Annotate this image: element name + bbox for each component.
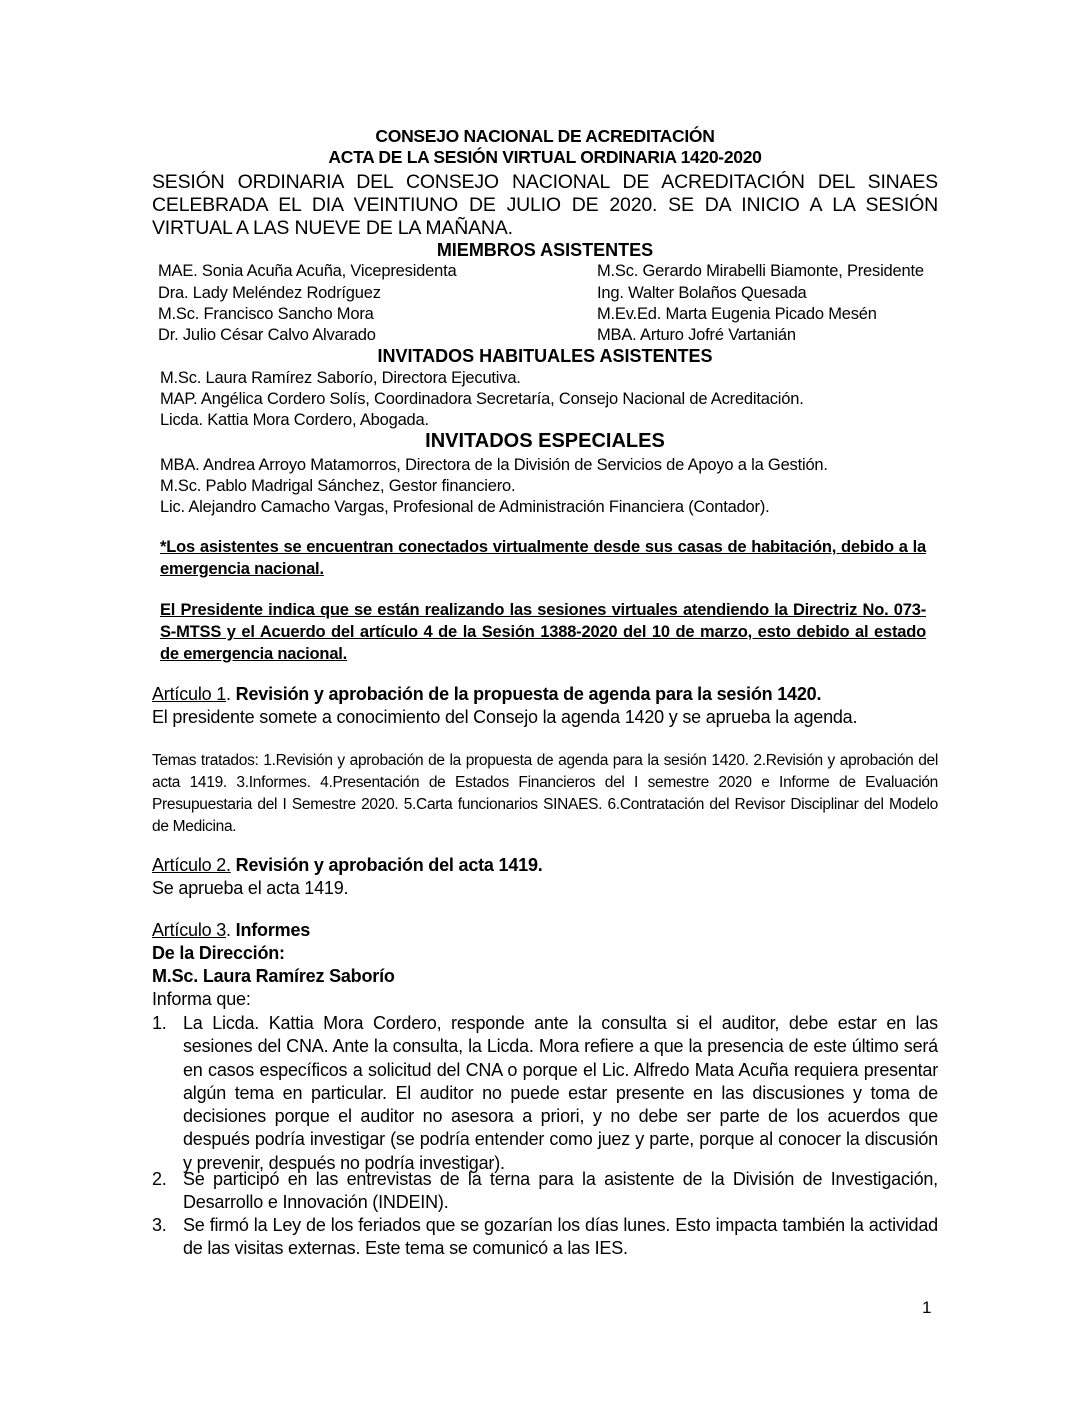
informe-item-number: 2. <box>152 1169 167 1189</box>
document-subtitle: ACTA DE LA SESIÓN VIRTUAL ORDINARIA 1420-2020 <box>328 147 762 167</box>
member-right: M.Sc. Gerardo Mirabelli Biamonte, Presidente <box>597 262 924 280</box>
section-title-especiales: INVITADOS ESPECIALES <box>425 430 665 452</box>
note-virtual-attendance <box>160 536 926 580</box>
articulo-2-heading <box>152 855 543 876</box>
intro-line-3: VIRTUAL A LAS NUEVE DE LA MAÑANA. <box>152 217 513 239</box>
articulo-2-body: Se aprueba el acta 1419. <box>152 878 349 898</box>
member-right: M.Ev.Ed. Marta Eugenia Picado Mesén <box>597 305 877 323</box>
guest-especial: Lic. Alejandro Camacho Vargas, Profesional de Administración Financiera (Contador). <box>160 498 770 516</box>
member-left: M.Sc. Francisco Sancho Mora <box>158 305 374 323</box>
articulo-3-label: Artículo 3 <box>152 920 227 940</box>
informe-item <box>152 1012 938 1175</box>
member-right: MBA. Arturo Jofré Vartanián <box>597 326 796 344</box>
informe-item-text: Se firmó la Ley de los feriados que se gozarían los días lunes. Esto impacta también la actividad de las visitas externas. Este tema se comunicó a las IES. <box>183 1215 938 1259</box>
guest-habitual: Licda. Kattia Mora Cordero, Abogada. <box>160 411 429 429</box>
articulo-3-sep: . <box>226 920 236 940</box>
informe-item <box>152 1168 938 1215</box>
articulo-1-sep: . <box>226 684 236 704</box>
intro-line-2: CELEBRADA EL DIA VEINTIUNO DE JULIO DE 2020. SE DA INICIO A LA SESIÓN <box>152 194 938 216</box>
articulo-1-label: Artículo 1 <box>152 684 227 704</box>
articulo-1-title: Revisión y aprobación de la propuesta de agenda para la sesión 1420. <box>235 684 822 704</box>
informe-item-number: 1. <box>152 1013 167 1033</box>
articulo-3-heading <box>152 920 310 941</box>
articulo-3-title: Informes <box>235 920 311 940</box>
articulo-3-intro: Informa que: <box>152 989 251 1009</box>
articulo-1-heading <box>152 684 821 705</box>
member-left: MAE. Sonia Acuña Acuña, Vicepresidenta <box>158 262 457 280</box>
informe-item-number: 3. <box>152 1215 167 1235</box>
temas-text: 1.Revisión y aprobación de la propuesta de agenda para la sesión 1420. 2.Revisión y aprobación del acta 1419. 3.Informes. 4.Presentación de Estados Financieros del I semestre 2020 e Informe de Evaluación Presupuestaria del I Semestre 2020. 5.Carta funcionarios SINAES. 6.Contratación del Revisor Disciplinar del Modelo de Medicina. <box>152 752 939 835</box>
informe-item-text: Se participó en las entrevistas de la terna para la asistente de la División de Investigación, Desarrollo e Innovación (INDEIN). <box>183 1169 938 1213</box>
articulo-1-body: El presidente somete a conocimiento del Consejo la agenda 1420 y se aprueba la agenda. <box>152 707 858 727</box>
articulo-3-subheading: De la Dirección: <box>152 943 285 963</box>
informe-item <box>152 1214 938 1261</box>
temas-tratados <box>152 750 938 838</box>
page-number: 1 <box>922 1298 932 1317</box>
section-title-miembros: MIEMBROS ASISTENTES <box>436 240 654 260</box>
articulo-2-title: Revisión y aprobación del acta 1419. <box>230 855 543 875</box>
guest-especial: M.Sc. Pablo Madrigal Sánchez, Gestor financiero. <box>160 477 516 495</box>
section-title-habituales: INVITADOS HABITUALES ASISTENTES <box>377 346 713 366</box>
guest-habitual: M.Sc. Laura Ramírez Saborío, Directora Ejecutiva. <box>160 369 521 387</box>
note-virtual-attendance-text: *Los asistentes se encuentran conectados virtualmente desde sus casas de habitación, debido a la emergencia nacional <box>160 538 926 578</box>
temas-label: Temas tratados: <box>152 752 264 769</box>
articulo-2-label: Artículo 2. <box>152 855 231 875</box>
member-left: Dr. Julio César Calvo Alvarado <box>158 326 376 344</box>
document-title: CONSEJO NACIONAL DE ACREDITACIÓN <box>375 126 715 146</box>
note-period: . <box>319 560 324 578</box>
member-left: Dra. Lady Meléndez Rodríguez <box>158 284 381 302</box>
intro-line-1: SESIÓN ORDINARIA DEL CONSEJO NACIONAL DE ACREDITACIÓN DEL SINAES <box>152 171 938 193</box>
guest-habitual: MAP. Angélica Cordero Solís, Coordinadora Secretaría, Consejo Nacional de Acreditación. <box>160 390 804 408</box>
guest-especial: MBA. Andrea Arroyo Matamorros, Directora de la División de Servicios de Apoyo a la Gestión. <box>160 456 828 474</box>
articulo-3-presenter: M.Sc. Laura Ramírez Saborío <box>152 966 395 986</box>
note-president-directive: El Presidente indica que se están realizando las sesiones virtuales atendiendo la Directriz No. 073-S-MTSS y el Acuerdo del artículo 4 de la Sesión 1388-2020 del 10 de marzo, esto debido al estado de emergencia nacional. <box>160 601 926 663</box>
member-right: Ing. Walter Bolaños Quesada <box>597 284 807 302</box>
informe-item-text: La Licda. Kattia Mora Cordero, responde ante la consulta si el auditor, debe estar en las sesiones del CNA. Ante la consulta, la Licda. Mora refiere a que la presencia de este último será en casos específicos a solicitud del CNA o porque el Lic. Alfredo Mata Acuña requiera presentar algún tema en particular. El auditor no puede estar presente en las discusiones y toma de decisiones porque el auditor no asesora a priori, y no debe ser parte de los acuerdos que después podría investigar (se podría entender como juez y parte, porque al conocer la discusión y prevenir, después no podría investigar). <box>183 1013 938 1173</box>
